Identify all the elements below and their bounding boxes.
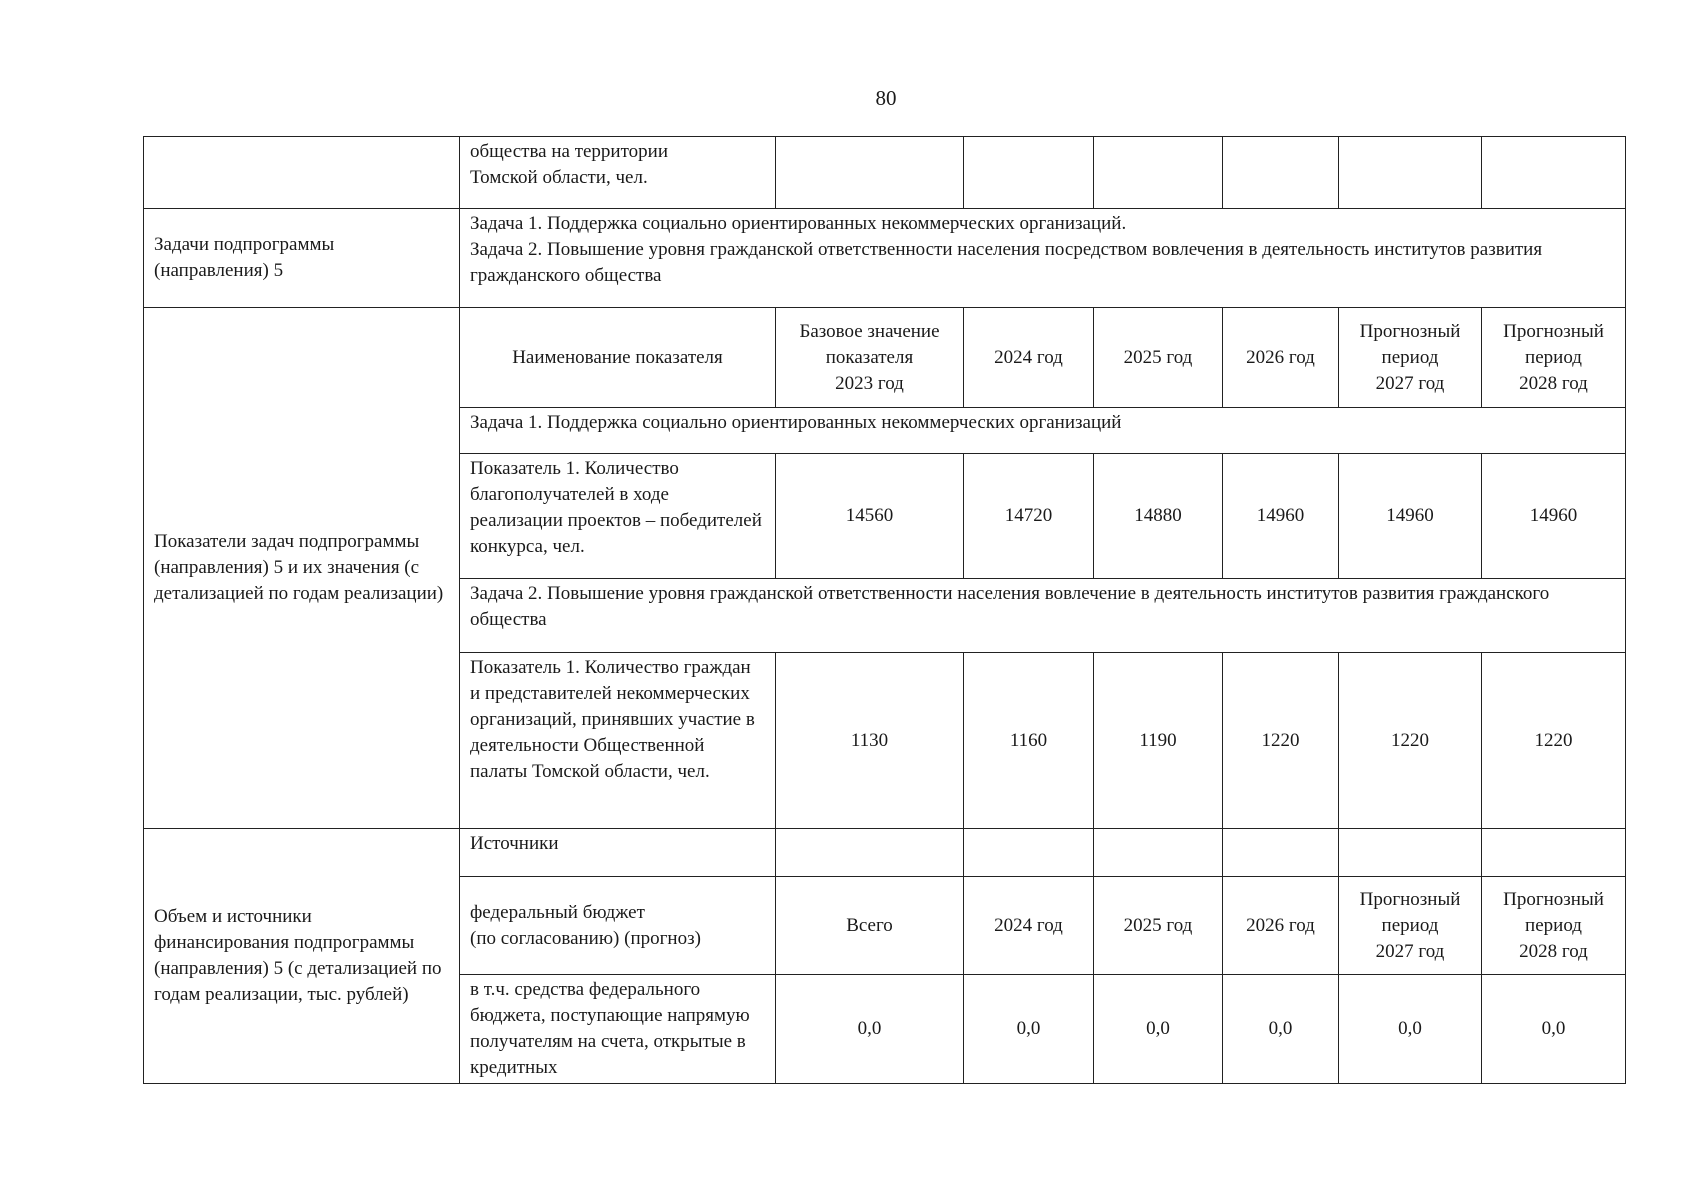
finance-header-2026: 2026 год — [1223, 877, 1339, 975]
task2-title: Задача 2. Повышение уровня гражданской ответственности населения вовлечение в деятельность институтов развития гражданского общества — [460, 579, 1626, 653]
continued-cell — [964, 137, 1094, 209]
direct-funds-value: 0,0 — [1094, 975, 1223, 1084]
subprogram-passport-table — [143, 136, 1626, 1084]
finance-header-forecast-2027: Прогнозный период 2027 год — [1339, 877, 1482, 975]
header-2026: 2026 год — [1223, 308, 1339, 408]
sources-cell — [1094, 829, 1223, 877]
tasks-list — [460, 209, 1626, 308]
tasks-label: Задачи подпрограммы (направления) 5 — [144, 209, 460, 308]
direct-funds-value: 0,0 — [1482, 975, 1626, 1084]
federal-budget-label: федеральный бюджет (по согласованию) (прогноз) — [460, 877, 776, 975]
indicator1-value: 14960 — [1339, 454, 1482, 579]
continued-cell — [1482, 137, 1626, 209]
indicator2-value: 1160 — [964, 653, 1094, 829]
indicator1-value: 14960 — [1223, 454, 1339, 579]
header-total: Всего — [776, 877, 964, 975]
continued-label-cell — [144, 137, 460, 209]
indicator1-value: 14560 — [776, 454, 964, 579]
direct-funds-value: 0,0 — [964, 975, 1094, 1084]
indicator2-name: Показатель 1. Количество граждан и представителей некоммерческих организаций, принявших участие в деятельности Общественной палаты Томской области, чел. — [460, 653, 776, 829]
indicator2-value: 1220 — [1339, 653, 1482, 829]
indicator2-value: 1130 — [776, 653, 964, 829]
continued-cell — [1094, 137, 1223, 209]
finance-header-forecast-2028: Прогнозный период 2028 год — [1482, 877, 1626, 975]
indicator2-value: 1220 — [1482, 653, 1626, 829]
continued-cell — [1223, 137, 1339, 209]
finance-label: Объем и источники финансирования подпрограммы (направления) 5 (с детализацией по годам реализации, тыс. рублей) — [144, 829, 460, 1084]
continued-cell — [776, 137, 964, 209]
indicator1-value: 14880 — [1094, 454, 1223, 579]
finance-sources-row — [144, 829, 1626, 877]
direct-funds-value: 0,0 — [1223, 975, 1339, 1084]
header-2025: 2025 год — [1094, 308, 1223, 408]
tasks-row — [144, 209, 1626, 308]
header-2024: 2024 год — [964, 308, 1094, 408]
task-2: Задача 2. Повышение уровня гражданской ответственности населения посредством вовлечения в деятельность институтов развития гражданского общества — [470, 239, 1543, 286]
continued-indicator-name: общества на территории Томской области, чел. — [460, 137, 776, 209]
page-number: 80 — [875, 86, 897, 110]
sources-label: Источники — [460, 829, 776, 877]
direct-funds-value: 0,0 — [1339, 975, 1482, 1084]
indicators-label: Показатели задач подпрограммы (направления) 5 и их значения (с детализацией по годам реализации) — [144, 308, 460, 829]
header-indicator-name: Наименование показателя — [460, 308, 776, 408]
indicator1-value: 14960 — [1482, 454, 1626, 579]
indicator1-name: Показатель 1. Количество благополучателей в ходе реализации проектов – победителей конкурса, чел. — [460, 454, 776, 579]
header-base-value: Базовое значение показателя 2023 год — [776, 308, 964, 408]
continued-row — [144, 137, 1626, 209]
sources-cell — [776, 829, 964, 877]
sources-cell — [964, 829, 1094, 877]
sources-cell — [1339, 829, 1482, 877]
continued-cell — [1339, 137, 1482, 209]
sources-cell — [1482, 829, 1626, 877]
indicator2-value: 1220 — [1223, 653, 1339, 829]
finance-header-2024: 2024 год — [964, 877, 1094, 975]
finance-header-2025: 2025 год — [1094, 877, 1223, 975]
direct-funds-value: 0,0 — [776, 975, 964, 1084]
direct-funds-label: в т.ч. средства федерального бюджета, поступающие напрямую получателям на счета, открытые в кредитных — [460, 975, 776, 1084]
indicator2-value: 1190 — [1094, 653, 1223, 829]
sources-cell — [1223, 829, 1339, 877]
indicators-header-row — [144, 308, 1626, 408]
task-1: Задача 1. Поддержка социально ориентированных некоммерческих организаций. — [470, 213, 1127, 234]
indicator1-value: 14720 — [964, 454, 1094, 579]
header-forecast-2028: Прогнозный период 2028 год — [1482, 308, 1626, 408]
header-forecast-2027: Прогнозный период 2027 год — [1339, 308, 1482, 408]
task1-title: Задача 1. Поддержка социально ориентированных некоммерческих организаций — [460, 408, 1626, 454]
